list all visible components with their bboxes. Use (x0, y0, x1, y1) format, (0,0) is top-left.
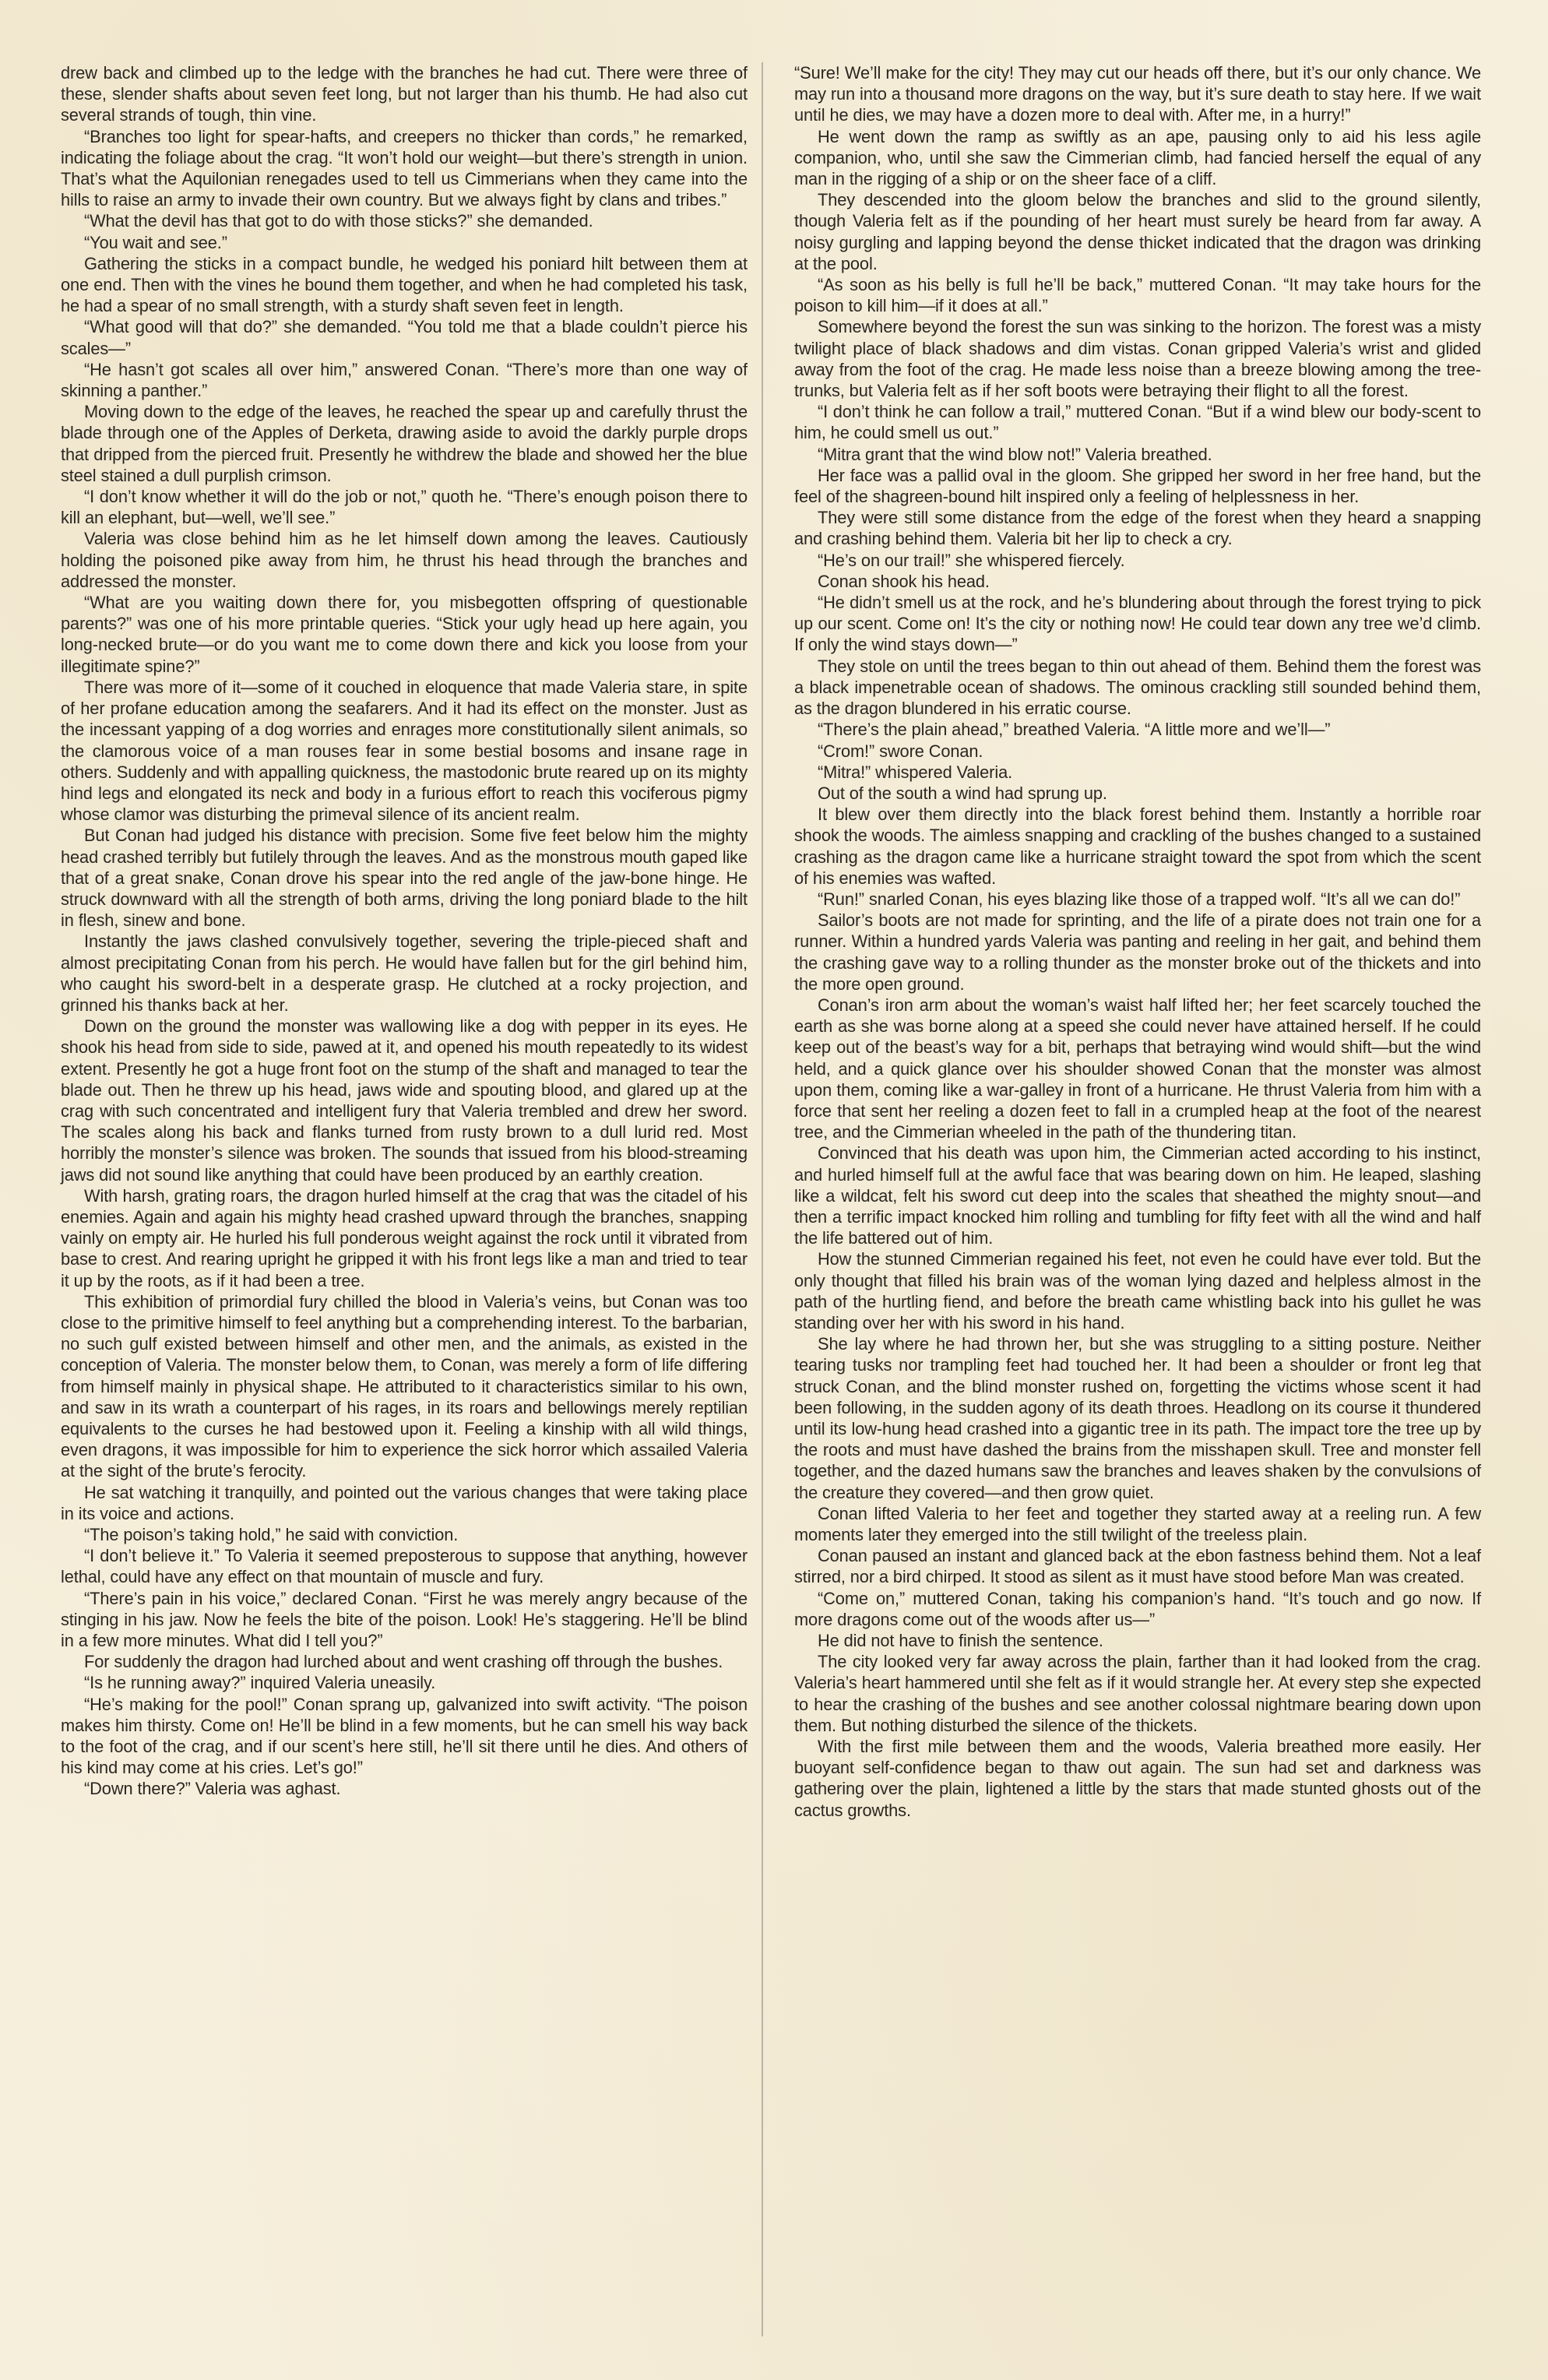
paragraph: Her face was a pallid oval in the gloom. She gripped her sword in her free hand, but the feel of the shagreen-bound hilt inspired only a feeling of helplessness in her. (794, 465, 1481, 507)
paragraph: She lay where he had thrown her, but she was struggling to a sitting posture. Neither tearing tusks nor trampling feet had touched her. It had been a shoulder or front leg that struck Conan, and the blind monster rushed on, forgetting the victims whose scent it had been following, in the sudden agony of its death throes. Headlong on its course it thundered until its low-hung head crashed into a gigantic tree in its path. The impact tore the tree up by the roots and must have dashed the brains from the misshapen skull. Tree and monster fell together, and the dazed humans saw the branches and leaves shaken by the convulsions of the creature they covered—and then grow quiet. (794, 1334, 1481, 1502)
paragraph: How the stunned Cimmerian regained his feet, not even he could have ever told. But the only thought that filled his brain was of the woman lying dazed and helpless almost in the path of the hurtling fiend, and before the breath came whistling back into his gullet he was standing over her with his sword in his hand. (794, 1249, 1481, 1333)
paragraph: “Crom!” swore Conan. (818, 741, 983, 761)
paragraph: “I don’t know whether it will do the job or not,” quoth he. “There’s enough poison there to kill an elephant, but—well, we’ll see.” (61, 487, 748, 528)
paragraph: Conan’s iron arm about the woman’s waist half lifted her; her feet scarcely touched the earth as she was borne along at a speed she could never have attained herself. If he could keep out of the beast’s way for a bit, perhaps that betraying wind would shift—but the wind held, and a quick glance over his shoulder showed Conan that the monster was almost upon them, coming like a war-galley in front of a hurricane. He thrust Valeria from him with a force that sent her reeling a dozen feet to fall in a crumpled heap at the foot of the nearest tree, and the Cimmerian wheeled in the path of the thundering titan. (794, 995, 1481, 1142)
paragraph: But Conan had judged his distance with precision. Some five feet below him the mighty head crashed terribly but futilely through the leaves. And as the monstrous mouth gaped like that of a great snake, Conan drove his spear into the red angle of the jaw-bone hinge. He struck downward with all the strength of both arms, driving the long poniard blade to the hilt in flesh, sinew and bone. (61, 826, 748, 931)
paragraph: With harsh, grating roars, the dragon hurled himself at the crag that was the citadel of his enemies. Again and again his mighty head crashed upward through the branches, snapping vainly on empty air. He hurled his full ponderous weight against the rock until it vibrated from base to crest. And rearing upright he gripped it with his front legs like a man and tried to tear it up by the roots, as if it had been a tree. (61, 1185, 748, 1290)
paragraph: “Down there?” Valeria was aghast. (84, 1779, 341, 1799)
paragraph: There was more of it—some of it couched in eloquence that made Valeria stare, in spite of her profane education among the seafarers. And it had its effect on the monster. Just as the incessant yapping of a dog worries and enrages more constitutionally silent animals, so the clamorous voice of a man rouses fear in some bestial bosoms and insane rage in others. Suddenly and with appalling quickness, the mastodonic brute reared up on its mighty hind legs and elongated its neck and body in a furious effort to reach this vociferous pigmy whose clamor was disturbing the primeval silence of its ancient realm. (61, 677, 748, 825)
paragraph: “There’s pain in his voice,” declared Conan. “First he was merely angry because of the stinging in his jaw. Now he feels the bite of the poison. Look! He’s staggering. He’ll be blind in a few more minutes. What did I tell you?” (61, 1588, 748, 1651)
paragraph: “He’s making for the pool!” Conan sprang up, galvanized into swift activity. “The poison makes him thirsty. Come on! He’ll be blind in a few moments, but he can smell his way back to the foot of the crag, and if our scent’s here still, he’ll sit there until he dies. And others of his kind may come at his cries. Let’s go!” (61, 1694, 748, 1778)
paragraph: Out of the south a wind had sprung up. (818, 783, 1107, 803)
paragraph: Somewhere beyond the forest the sun was sinking to the horizon. The forest was a misty twilight place of black shadows and dim vistas. Conan gripped Valeria’s wrist and glided away from the foot of the crag. He made less noise than a breeze blowing among the tree-trunks, but Valeria felt as if her soft boots were betraying their flight to all the forest. (794, 317, 1481, 401)
paragraph: “He hasn’t got scales all over him,” answered Conan. “There’s more than one way of skinning a panther.” (61, 359, 748, 401)
paragraph: Down on the ground the monster was wallowing like a dog with pepper in its eyes. He shook his head from side to side, pawed at it, and opened his mouth repeatedly to its widest extent. Presently he got a huge front foot on the stump of the shaft and managed to tear the blade out. Then he threw up his head, jaws wide and spouting blood, and glared up at the crag with such concentrated and intelligent fury that Valeria trembled and drew her sword. The scales along his back and flanks turned from rusty brown to a dull lurid red. Most horribly the monster’s silence was broken. The sounds that issued from his blood-streaming jaws did not sound like anything that could have been produced by an earthly creation. (61, 1016, 748, 1185)
paragraph: “Mitra grant that the wind blow not!” Valeria breathed. (818, 444, 1212, 464)
paragraph: “Run!” snarled Conan, his eyes blazing like those of a trapped wolf. “It’s all we can do!” (818, 889, 1461, 909)
paragraph: They were still some distance from the edge of the forest when they heard a snapping and crashing behind them. Valeria bit her lip to check a cry. (794, 508, 1481, 549)
paragraph: “There’s the plain ahead,” breathed Valeria. “A little more and we’ll—” (818, 720, 1331, 740)
paragraph: Conan paused an instant and glanced back at the ebon fastness behind them. Not a leaf stirred, nor a bird chirped. It stood as silent as it must have stood before Man was created. (794, 1546, 1481, 1587)
paragraph: “What the devil has that got to do with those sticks?” she demanded. (84, 211, 593, 231)
paragraph: drew back and climbed up to the ledge with the branches he had cut. There were three of these, slender shafts about seven feet long, but not larger than his thumb. He had also cut several strands of tough, thin vine. (61, 63, 748, 125)
paragraph: “Is he running away?” inquired Valeria uneasily. (84, 1673, 436, 1693)
paragraph: For suddenly the dragon had lurched about and went crashing off through the bushes. (84, 1652, 723, 1672)
paragraph: Conan shook his head. (818, 571, 990, 591)
paragraph: “He didn’t smell us at the rock, and he’s blundering about through the forest trying to pick up our scent. Come on! It’s the city or nothing now! He could tear down any tree we’d climb. If only the wind stays down—” (794, 593, 1481, 655)
paragraph: “The poison’s taking hold,” he said with conviction. (84, 1525, 459, 1545)
paragraph: “He’s on our trail!” she whispered fiercely. (818, 550, 1125, 570)
paragraph: They stole on until the trees began to thin out ahead of them. Behind them the forest was a black impenetrable ocean of shadows. The ominous crackling still sounded behind them, as the dragon blundered in his erratic course. (794, 656, 1481, 719)
paragraph: Gathering the sticks in a compact bundle, he wedged his poniard hilt between them at one end. Then with the vines he bound them together, and when he had completed his task, he had a spear of no small strength, with a sturdy shaft seven feet in length. (61, 253, 748, 316)
paragraph: He sat watching it tranquilly, and pointed out the various changes that were taking place in its voice and actions. (61, 1482, 748, 1523)
paragraph: “I don’t think he can follow a trail,” muttered Conan. “But if a wind blew our body-scent to him, he could smell us out.” (794, 402, 1481, 443)
column-divider (762, 62, 763, 2336)
paragraph: Conan lifted Valeria to her feet and together they started away at a reeling run. A few moments later they emerged into the still twilight of the treeless plain. (794, 1503, 1481, 1545)
paragraph: They descended into the gloom below the branches and slid to the ground silently, though Valeria felt as if the pounding of her heart must surely be heard from far away. A noisy gurgling and lapping beyond the dense thicket indicated that the dragon was drinking at the pool. (794, 190, 1481, 273)
paragraph: Instantly the jaws clashed convulsively together, severing the triple-pieced shaft and almost precipitating Conan from his perch. He would have fallen but for the girl behind him, who caught his sword-belt in a desperate grasp. He clutched at a rocky projection, and grinned his thanks back at her. (61, 931, 748, 1015)
paragraph: Valeria was close behind him as he let himself down among the leaves. Cautiously holding the poisoned pike away from him, he thrust his head through the branches and addressed the monster. (61, 529, 748, 591)
paragraph: He did not have to finish the sentence. (818, 1631, 1103, 1651)
paragraph: “What are you waiting down there for, you misbegotten offspring of questionable parents?” was one of his more printable queries. “Stick your ugly head up here again, you long-necked brute—or do you want me to come down there and kick you loose from your illegitimate spine?” (61, 593, 748, 676)
paragraph: Convinced that his death was upon him, the Cimmerian acted according to his instinct, and hurled himself full at the awful face that was bearing down on him. He leaped, slashing like a wildcat, felt his sword cut deep into the scales that sheathed the mighty snout—and then a terrific impact knocked him rolling and tumbling for fifty feet with all the wind and half the life battered out of him. (794, 1143, 1481, 1248)
paragraph: It blew over them directly into the black forest behind them. Instantly a horrible roar shook the woods. The aimless snapping and crackling of the bushes changed to a sustained crashing as the dragon came like a hurricane straight toward the spot from which the scent of his enemies was wafted. (794, 804, 1481, 888)
paragraph: Moving down to the edge of the leaves, he reached the spear up and carefully thrust the blade through one of the Apples of Derketa, drawing aside to avoid the darkly purple drops that dripped from the pierced fruit. Presently he withdrew the blade and showed her the blue steel stained a dull purplish crimson. (61, 402, 748, 485)
paragraph: “I don’t believe it.” To Valeria it seemed preposterous to suppose that anything, however lethal, could have any effect on that mountain of muscle and fury. (61, 1546, 748, 1587)
paragraph: “Branches too light for spear-hafts, and creepers no thicker than cords,” he remarked, indicating the foliage about the crag. “It won’t hold our weight—but there’s strength in union. That’s what the Aquilonian renegades used to tell us Cimmerians when they came into the hills to raise an army to invade their own country. But we always fight by clans and tribes.” (61, 126, 748, 210)
paragraph: He went down the ramp as swiftly as an ape, pausing only to aid his less agile companion, who, until she saw the Cimmerian climb, had fancied herself the equal of any man in the rigging of a ship or on the sheer face of a cliff. (794, 126, 1481, 189)
left-column (61, 62, 748, 1800)
paragraph: “Mitra!” whispered Valeria. (818, 762, 1013, 782)
right-column (794, 62, 1481, 1821)
paragraph: With the first mile between them and the woods, Valeria breathed more easily. Her buoyant self-confidence began to thaw out again. The sun had set and darkness was gathering over the plain, lightened a little by the stars that made stunted ghosts out of the cactus growths. (794, 1737, 1481, 1820)
paragraph: The city looked very far away across the plain, farther than it had looked from the crag. Valeria’s heart hammered until she felt as if it would strangle her. At every step she expected to hear the crashing of the bushes and see another colossal nightmare bearing down upon them. But nothing disturbed the silence of the thickets. (794, 1652, 1481, 1735)
paragraph: “As soon as his belly is full he’ll be back,” muttered Conan. “It may take hours for the poison to kill him—if it does at all.” (794, 275, 1481, 316)
paragraph: Sailor’s boots are not made for sprinting, and the life of a pirate does not train one for a runner. Within a hundred yards Valeria was panting and reeling in her gait, and behind them the crashing gave way to a rolling thunder as the monster broke out of the thickets and into the more open ground. (794, 910, 1481, 994)
paragraph: “You wait and see.” (84, 232, 227, 252)
paragraph: “Come on,” muttered Conan, taking his companion’s hand. “It’s touch and go now. If more dragons come out of the woods after us—” (794, 1588, 1481, 1629)
paragraph: “What good will that do?” she demanded. “You told me that a blade couldn’t pierce his scales—” (61, 317, 748, 358)
paragraph: “Sure! We’ll make for the city! They may cut our heads off there, but it’s our only chance. We may run into a thousand more dragons on the way, but it’s sure death to stay here. If we wait until he dies, we may have a dozen more to deal with. After me, in a hurry!” (794, 63, 1481, 125)
paragraph: This exhibition of primordial fury chilled the blood in Valeria’s veins, but Conan was too close to the primitive himself to feel anything but a comprehending interest. To the barbarian, no such gulf existed between himself and other men, and the animals, as existed in the conception of Valeria. The monster below them, to Conan, was merely a form of life differing from himself mainly in physical shape. He attributed to it characteristics similar to his own, and saw in its wrath a counterpart of his rages, in its roars and bellowings merely reptilian equivalents to the curses he had bestowed upon it. Feeling a kinship with all wild things, even dragons, it was impossible for him to experience the sick horror which assailed Valeria at the sight of the brute’s ferocity. (61, 1291, 748, 1481)
